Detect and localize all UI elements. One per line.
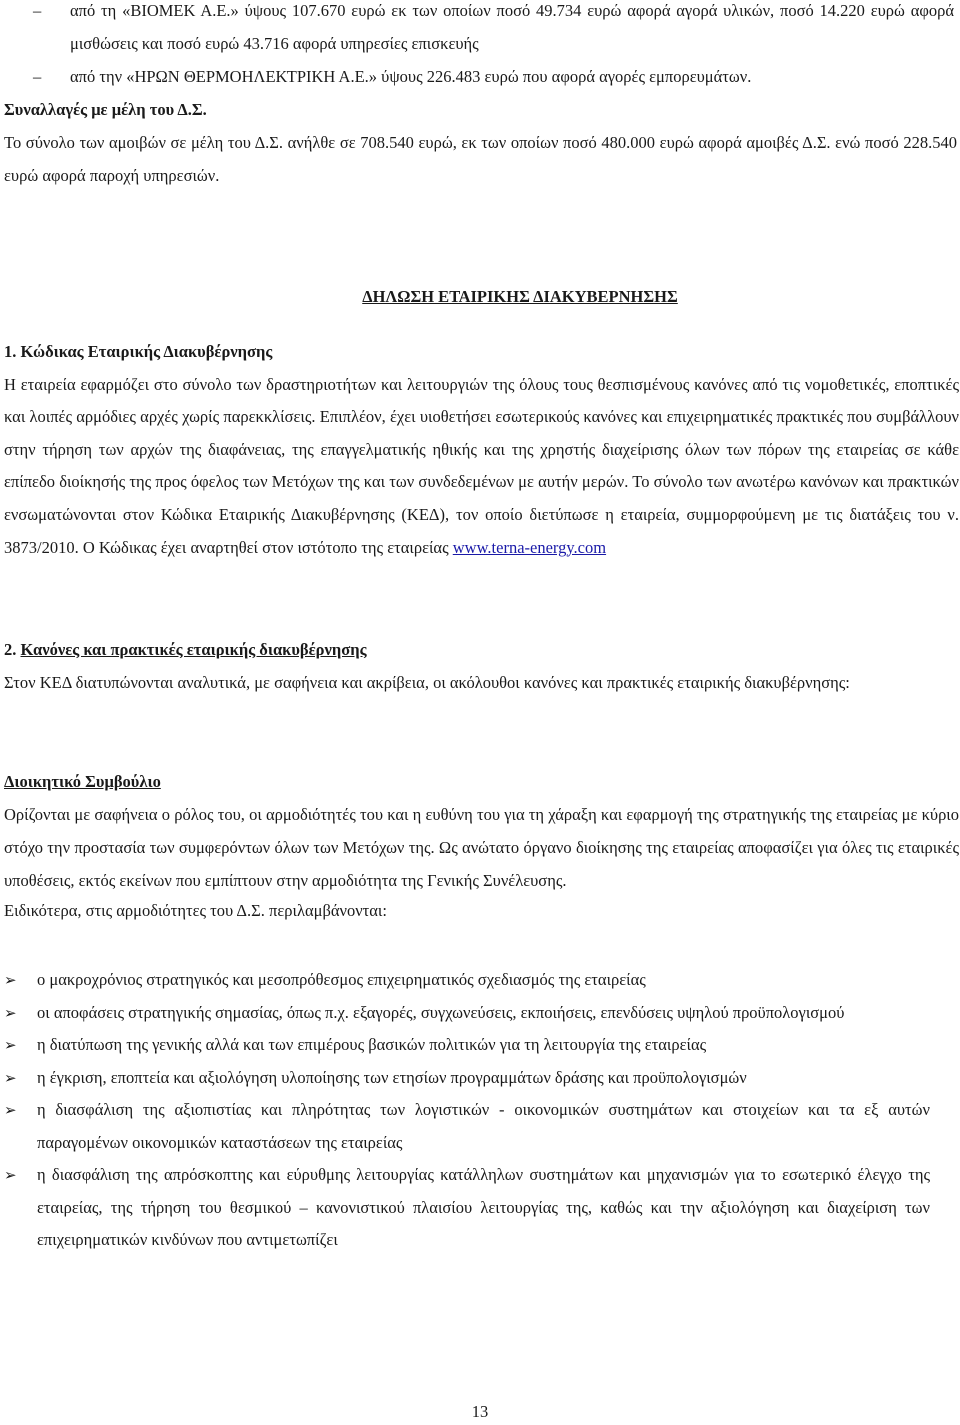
- arrow-bullet-icon: ➢: [4, 1068, 17, 1087]
- list-item: [0, 964, 960, 997]
- list-item-text: η έγκριση, εποπτεία και αξιολόγηση υλοποίησης των ετησίων προγραμμάτων δράσης και προϋπολογισμών: [37, 1067, 747, 1087]
- board-of-directors-section: [0, 765, 960, 927]
- section2-text: Στον ΚΕΔ διατυπώνονται αναλυτικά, με σαφήνεια και ακρίβεια, οι ακόλουθοι κανόνες και πρακτικές εταιρικής διακυβέρνησης:: [4, 673, 850, 692]
- list-item: [0, 1159, 960, 1257]
- arrow-bullet-icon: ➢: [4, 1036, 17, 1054]
- arrow-bullet-icon: ➢: [4, 1003, 17, 1022]
- list-item-text: από την «ΗΡΩΝ ΘΕΡΜΟΗΛΕΚΤΡΙΚΗ Α.Ε.» ύψους 226.483 ευρώ που αφορά αγορές εμπορευμάτων.: [70, 67, 752, 86]
- list-item: [0, 60, 960, 93]
- board-intro: Ειδικότερα, στις αρμοδιότητες του Δ.Σ. περιλαμβάνονται:: [4, 901, 387, 920]
- board-responsibilities-list: [0, 964, 960, 1257]
- section2-number: 2.: [4, 640, 17, 659]
- board-transactions-heading: Συναλλαγές με μέλη του Δ.Σ.: [4, 100, 207, 119]
- list-item-text: η διασφάλιση της απρόσκοπτης και εύρυθμης λειτουργίας κατάλληλων συστημάτων και μηχανισμών για το εσωτερικό έλεγχο της εταιρείας, της τήρηση του θεσμικού – κανονιστικού πλαισίου λειτουργίας της, καθώς και την αξιολόγηση και διαχείριση των επιχειρηματικών κινδύνων που αντιμετωπίζει: [37, 1165, 930, 1249]
- page-number: 13: [471, 1402, 489, 1421]
- arrow-bullet-icon: ➢: [4, 971, 17, 989]
- section2-heading: Κανόνες και πρακτικές εταιρικής διακυβέρνησης: [20, 640, 367, 659]
- list-item: [0, 1062, 960, 1095]
- website-link[interactable]: www.terna-energy.com: [452, 537, 607, 557]
- section2-heading-line: [4, 633, 959, 666]
- transactions-list: [0, 0, 960, 93]
- dash-bullet: –: [33, 67, 42, 86]
- section1-text: [4, 369, 959, 565]
- board-transactions-text: Το σύνολο των αμοιβών σε μέλη του Δ.Σ. ανήλθε σε 708.540 ευρώ, εκ των οποίων ποσό 480.000 ευρώ αφορά αμοιβές Δ.Σ. ενώ ποσό 228.540 ευρώ αφορά παροχή υπηρεσιών.: [4, 133, 957, 185]
- declaration-title: ΔΗΛΩΣΗ ΕΤΑΙΡΙΚΗΣ ΔΙΑΚΥΒΕΡΝΗΣΗΣ: [362, 287, 678, 306]
- board-heading: Διοικητικό Συμβούλιο: [4, 772, 161, 791]
- section1-body: Η εταιρεία εφαρμόζει στο σύνολο των δραστηριοτήτων και λειτουργιών της όλους τους θεσπισμένους κανόνες από τις νομοθετικές, εποπτικές και λοιπές αρμόδιες αρχές χωρίς παρεκκλίσεις. Επιπλέον, έχει υιοθετήσει εσωτερικούς κανόνες και επιχειρηματικές πρακτικές που συμβάλλουν στην τήρηση των αρχών της διαφάνειας, της επαγγελματικής ηθικής και της χρηστής διαχείρισης όλων των πόρων της εταιρείας σε κάθε επίπεδο διοίκησής της προς όφελος των Μετόχων της και των συνδεδεμένων με αυτήν μερών. Το σύνολο των ανωτέρω κανόνων και πρακτικών ενσωματώνονται στον Κώδικα Εταιρικής Διακυβέρνησης (ΚΕΔ), τον οποίο διετύπωσε η εταιρεία, συμμορφούμενη με τις διατάξεις του ν. 3873/2010. Ο Κώδικας έχει αναρτηθεί στον ιστότοπο της εταιρείας: [4, 374, 959, 557]
- section1-heading: 1. Κώδικας Εταιρικής Διακυβέρνησης: [4, 342, 273, 361]
- list-item: [0, 1029, 960, 1062]
- arrow-bullet-icon: ➢: [4, 1101, 17, 1119]
- list-item-text: η διασφάλιση της αξιοπιστίας και πληρότητας των λογιστικών - οικονομικών συστημάτων και στοιχείων και τα εξ αυτών παραγομένων οικονομικών καταστάσεων της εταιρείας: [37, 1100, 930, 1152]
- list-item-text: ο μακροχρόνιος στρατηγικός και μεσοπρόθεσμος επιχειρηματικός σχεδιασμός της εταιρείας: [37, 970, 646, 989]
- arrow-bullet-icon: ➢: [4, 1166, 17, 1184]
- dash-bullet: –: [33, 1, 42, 20]
- board-transactions-section: [0, 93, 960, 192]
- list-item: [0, 997, 960, 1030]
- list-item-text: οι αποφάσεις στρατηγικής σημασίας, όπως π.χ. εξαγορές, συγχωνεύσεις, εκποιήσεις, επενδύσεις υψηλού προϋπολογισμού: [37, 1002, 845, 1022]
- section-corporate-governance-code: [0, 336, 960, 564]
- section-governance-rules: [0, 633, 960, 699]
- list-item: [0, 0, 960, 60]
- list-item-text: από τη «ΒΙΟΜΕΚ Α.Ε.» ύψους 107.670 ευρώ εκ των οποίων ποσό 49.734 ευρώ αφορά αγορά υλικών, ποσό 14.220 ευρώ αφορά μισθώσεις και ποσό ευρώ 43.716 αφορά υπηρεσίες επισκευής: [70, 1, 954, 53]
- list-item: [0, 1094, 960, 1159]
- list-item-text: η διατύπωση της γενικής αλλά και των επιμέρους βασικών πολιτικών για τη λειτουργία της εταιρείας: [37, 1035, 707, 1054]
- board-text: Ορίζονται με σαφήνεια ο ρόλος του, οι αρμοδιότητές του και η ευθύνη του για τη χάραξη και εφαρμογή της στρατηγικής της εταιρείας με κύριο στόχο την προστασία των συμφερόντων όλων των Μετόχων της. Ως ανώτατο όργανο διοίκησης της εταιρείας αποφασίζει για όλες τις εταιρικές υποθέσεις, εκτός εκείνων που εμπίπτουν στην αρμοδιότητα της Γενικής Συνέλευσης.: [4, 805, 959, 890]
